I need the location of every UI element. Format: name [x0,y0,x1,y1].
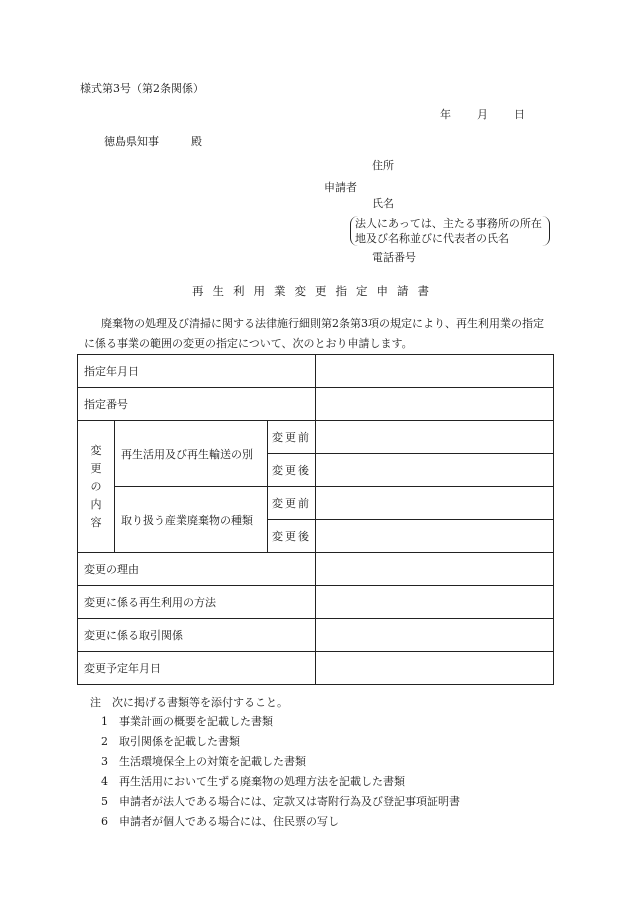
table-row [78,619,554,652]
note-number: 6 [101,815,108,828]
address-label: 住所 [372,159,394,172]
date-year-label: 年 [440,108,451,121]
list-item [90,812,460,832]
addressee-name: 徳島県知事 [104,135,159,148]
addressee [104,133,202,149]
notes-heading: 注 次に掲げる書類等を添付すること。 [90,696,288,709]
notes-list [90,712,460,832]
name-label: 氏名 [372,197,394,210]
note-number: 4 [101,775,108,788]
change-content-label [78,421,115,553]
before-change-label: 変更前 [268,487,316,520]
note-text: 事業計画の概要を記載した書類 [119,715,273,728]
list-item [90,732,460,752]
note-text: 取引関係を記載した書類 [119,735,240,748]
change-content-char: 変 [90,443,102,457]
planned-date-field[interactable] [316,652,554,685]
designation-date-label: 指定年月日 [78,355,316,388]
table-row [78,421,554,454]
table-row [78,487,554,520]
note-number: 5 [101,795,108,808]
note-text: 申請者が個人である場合には、住民票の写し [119,815,339,828]
change-content-char: の [90,479,102,493]
table-row [78,553,554,586]
after-change-label: 変更後 [268,520,316,553]
reason-label: 変更の理由 [78,553,316,586]
designation-number-label: 指定番号 [78,388,316,421]
waste-before-field[interactable] [316,487,554,520]
list-item [90,752,460,772]
designation-number-field[interactable] [316,388,554,421]
before-change-label: 変更前 [268,421,316,454]
intro-paragraph: 廃棄物の処理及び清掃に関する法律施行細則第2条第3項の規定により、再生利用業の指定に係る事業の範囲の変更の指定について、次のとおり申請します。 [84,317,544,350]
date-month-label: 月 [477,108,488,121]
recycle-before-field[interactable] [316,421,554,454]
recycle-category-label: 再生活用及び再生輸送の別 [115,421,268,487]
list-item [90,772,460,792]
waste-after-field[interactable] [316,520,554,553]
note-number: 2 [101,735,108,748]
table-row [78,586,554,619]
list-item [90,792,460,812]
phone-label: 電話番号 [372,251,416,264]
planned-date-label: 変更予定年月日 [78,652,316,685]
note-text: 申請者が法人である場合には、定款又は寄附行為及び登記事項証明書 [119,795,460,808]
after-change-label: 変更後 [268,454,316,487]
change-content-char: 内 [90,497,102,511]
method-label: 変更に係る再生利用の方法 [78,586,316,619]
note-text: 再生活用において生ずる廃棄物の処理方法を記載した書類 [119,775,405,788]
corporate-note: 法人にあっては、主たる事務所の所在地及び名称並びに代表者の氏名 [350,216,550,246]
applicant-label: 申請者 [324,181,357,194]
note-number: 3 [101,755,108,768]
table-row [78,388,554,421]
date-day-label: 日 [514,108,525,121]
change-content-char: 更 [90,461,102,475]
transactions-label: 変更に係る取引関係 [78,619,316,652]
method-field[interactable] [316,586,554,619]
table-row [78,355,554,388]
recycle-after-field[interactable] [316,454,554,487]
note-text: 生活環境保全上の対策を記載した書類 [119,755,306,768]
application-table [77,354,554,685]
honorific: 殿 [191,135,202,148]
reason-field[interactable] [316,553,554,586]
table-row [78,652,554,685]
waste-types-label: 取り扱う産業廃棄物の種類 [115,487,268,553]
date-line [440,106,525,122]
note-number: 1 [101,715,108,728]
change-content-char: 容 [90,515,102,529]
document-title: 再生利用業変更指定申請書 [192,284,438,298]
list-item [90,712,460,732]
form-number: 様式第3号（第2条関係） [80,82,204,95]
transactions-field[interactable] [316,619,554,652]
designation-date-field[interactable] [316,355,554,388]
